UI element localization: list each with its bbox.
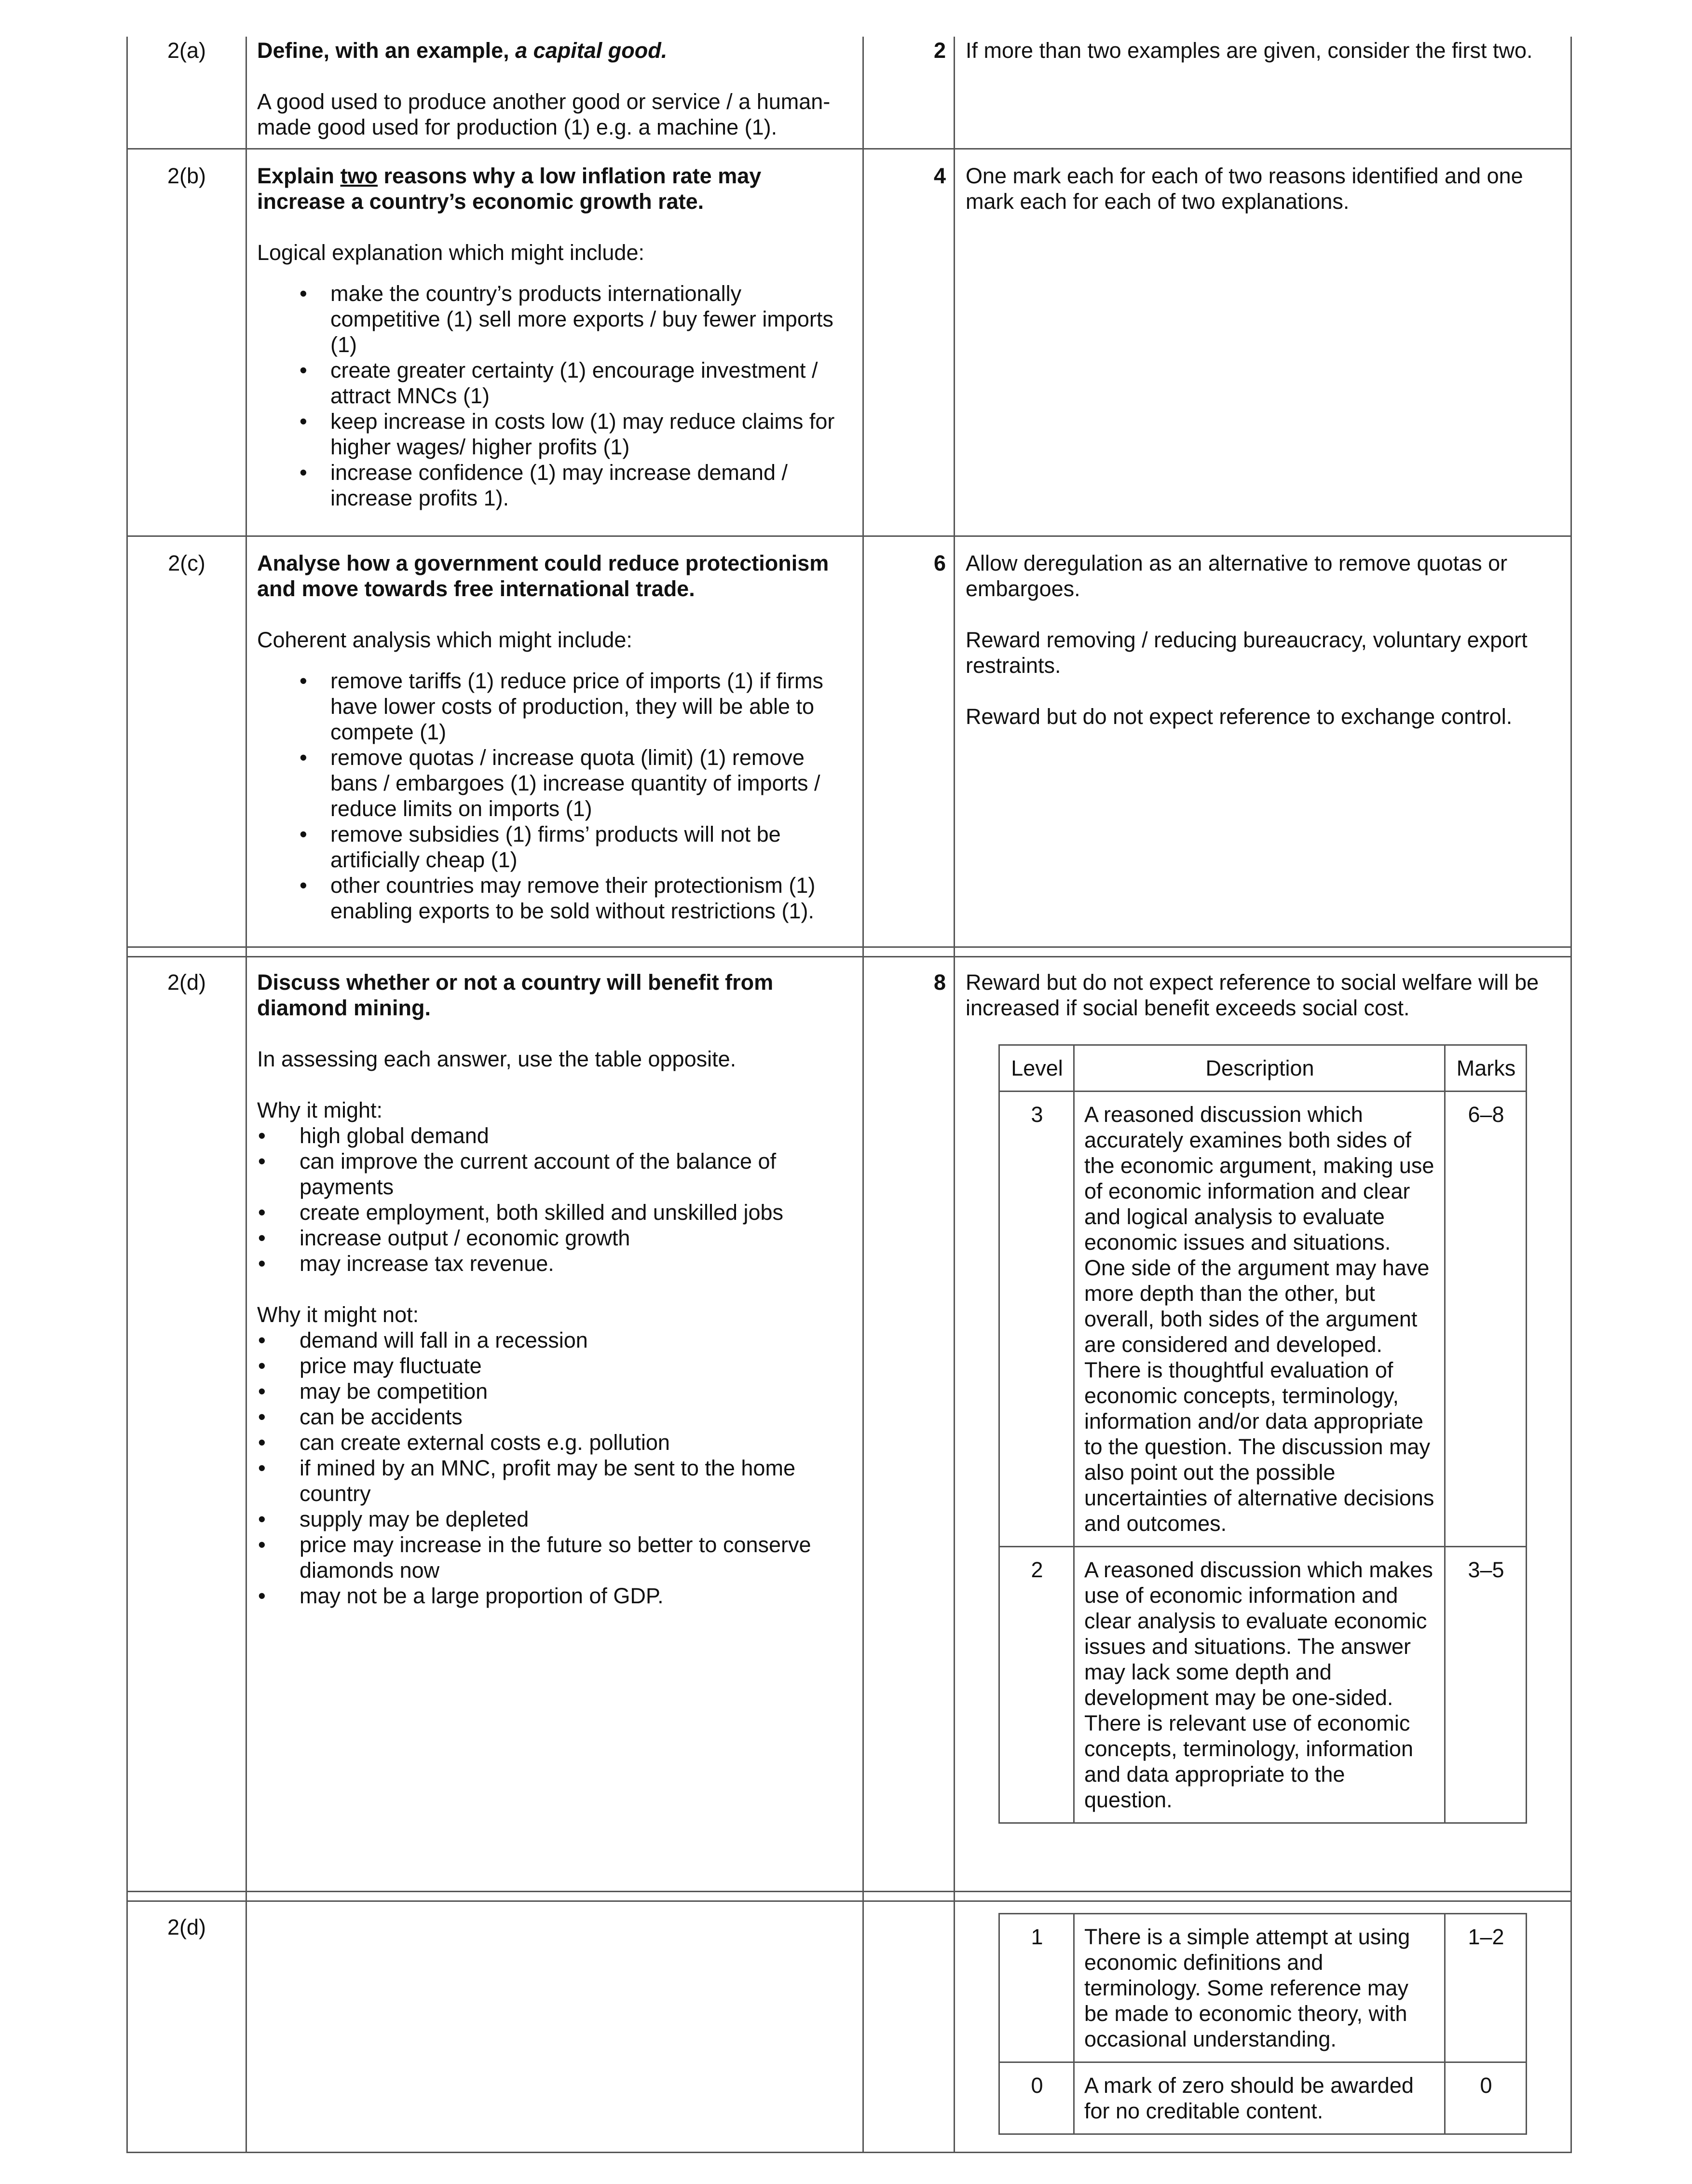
table-row: [999, 2062, 1527, 2134]
question-cell: [257, 38, 855, 140]
level-description: A mark of zero should be awarded for no creditable content.: [1074, 2062, 1445, 2134]
list-item: • supply may be depleted: [257, 1506, 855, 1532]
table-row: [999, 1092, 1527, 1547]
level-description: A reasoned discussion which makes use of economic information and clear analysis to evaluate economic issues and situations. The answer may lack some depth and development may be one-sided. There is relevant use of economic concepts, terminology, information and data appropriate to the question.: [1074, 1547, 1445, 1823]
list-item: • can create external costs e.g. pollution: [257, 1430, 855, 1455]
guidance-cell: [966, 550, 1564, 729]
guidance-text: One mark each for each of two reasons identified and one mark each for each of two explanations.: [966, 164, 1523, 214]
why-not-heading: Why it might not:: [257, 1302, 419, 1327]
answer-intro: In assessing each answer, use the table opposite.: [257, 1047, 737, 1071]
level-marks: 0: [1445, 2062, 1527, 2134]
answer-intro: Logical explanation which might include:: [257, 240, 644, 265]
marks-header: Marks: [1445, 1045, 1527, 1092]
description-header: Description: [1074, 1045, 1445, 1092]
question-cell: [257, 969, 855, 1609]
level-marks: 1–2: [1445, 1914, 1527, 2062]
question-number: 2(a): [167, 38, 206, 63]
row-separator: [126, 946, 1572, 948]
question-number: 2(d): [167, 970, 206, 995]
level-table-continued: [998, 1913, 1527, 2135]
marks-value: 2: [933, 38, 946, 63]
row-separator: [126, 1900, 1572, 1902]
level-number: 1: [999, 1914, 1074, 2062]
guidance-text: Reward removing / reducing bureaucracy, voluntary export restraints.: [966, 628, 1528, 678]
marks-value: 6: [933, 551, 946, 575]
why-heading: Why it might:: [257, 1098, 383, 1122]
list-item: • make the country’s products internationally competitive (1) sell more exports / buy fewer imports (1): [257, 281, 855, 357]
question-number: 2(b): [167, 164, 206, 188]
level-table-header: [999, 1045, 1527, 1092]
column-divider-marks: [862, 37, 864, 2153]
list-item: • increase confidence (1) may increase demand / increase profits 1).: [257, 460, 855, 511]
row-separator: [126, 956, 1572, 957]
row-separator: [126, 1891, 1572, 1892]
level-description: A reasoned discussion which accurately examines both sides of the economic argument, making use of economic information and clear and logical analysis to evaluate economic issues and situations. One side of the argument may have more depth than the other, but overall, both sides of the argument are considered and developed. There is thoughtful evaluation of economic concepts, terminology, information and/or data appropriate to the question. The discussion may also point out the possible uncertainties of alternative decisions and outcomes.: [1074, 1092, 1445, 1547]
list-item: • can be accidents: [257, 1404, 855, 1430]
list-item: • may be competition: [257, 1379, 855, 1404]
table-row: [999, 1547, 1527, 1823]
marks-value: 4: [933, 164, 946, 188]
list-item: • can improve the current account of the balance of payments: [257, 1148, 855, 1200]
answer-text: A good used to produce another good or service / a human-made good used for production (1) e.g. a machine (1).: [257, 89, 831, 139]
level-header: Level: [999, 1045, 1074, 1092]
level-number: 3: [999, 1092, 1074, 1547]
level-marks: 3–5: [1445, 1547, 1527, 1823]
list-item: • create employment, both skilled and unskilled jobs: [257, 1200, 855, 1225]
list-item: • remove tariffs (1) reduce price of imports (1) if firms have lower costs of production, they will be able to compete (1): [257, 668, 855, 745]
question-text: Explain two reasons why a low inflation rate may increase a country’s economic growth rate.: [257, 164, 762, 214]
table-border-left: [126, 37, 128, 2153]
list-item: • increase output / economic growth: [257, 1225, 855, 1251]
list-item: • create greater certainty (1) encourage investment / attract MNCs (1): [257, 357, 855, 409]
list-item: • price may fluctuate: [257, 1353, 855, 1379]
row-separator: [126, 148, 1572, 150]
guidance-text: Reward but do not expect reference to social welfare will be increased if social benefit exceeds social cost.: [966, 970, 1539, 1020]
list-item: • price may increase in the future so better to conserve diamonds now: [257, 1532, 855, 1583]
answer-intro: Coherent analysis which might include:: [257, 628, 632, 652]
table-border-right: [1570, 37, 1572, 2153]
column-divider-guidance: [954, 37, 955, 2153]
list-item: • may not be a large proportion of GDP.: [257, 1583, 855, 1609]
question-text: Analyse how a government could reduce protectionism and move towards free international trade.: [257, 551, 829, 601]
list-item: • demand will fall in a recession: [257, 1327, 855, 1353]
column-divider-question: [246, 37, 247, 2153]
guidance-text: If more than two examples are given, consider the first two.: [966, 38, 1533, 63]
table-border-bottom: [126, 2152, 1572, 2153]
why-list: [257, 1123, 855, 1276]
answer-bullets: [257, 281, 855, 511]
list-item: • other countries may remove their protectionism (1) enabling exports to be sold without restrictions (1).: [257, 873, 855, 924]
question-cell: [257, 163, 855, 511]
guidance-text: Allow deregulation as an alternative to remove quotas or embargoes.: [966, 551, 1508, 601]
list-item: • if mined by an MNC, profit may be sent to the home country: [257, 1455, 855, 1506]
list-item: • keep increase in costs low (1) may reduce claims for higher wages/ higher profits (1): [257, 409, 855, 460]
question-number: 2(d): [167, 1915, 206, 1939]
level-table: [998, 1044, 1527, 1824]
list-item: • may increase tax revenue.: [257, 1251, 855, 1276]
question-text: Discuss whether or not a country will benefit from diamond mining.: [257, 970, 774, 1020]
list-item: • remove subsidies (1) firms’ products will not be artificially cheap (1): [257, 821, 855, 873]
row-separator: [126, 535, 1572, 537]
level-number: 2: [999, 1547, 1074, 1823]
marks-value: 8: [933, 970, 946, 995]
answer-bullets: [257, 668, 855, 924]
why-not-list: [257, 1327, 855, 1609]
question-cell: [257, 550, 855, 924]
guidance-text: Reward but do not expect reference to exchange control.: [966, 704, 1513, 729]
list-item: • remove quotas / increase quota (limit) (1) remove bans / embargoes (1) increase quantity of imports / reduce limits on imports (1): [257, 745, 855, 821]
level-marks: 6–8: [1445, 1092, 1527, 1547]
table-row: [999, 1914, 1527, 2062]
list-item: • high global demand: [257, 1123, 855, 1148]
question-number: 2(c): [168, 551, 205, 575]
level-number: 0: [999, 2062, 1074, 2134]
question-text: Define, with an example, a capital good.: [257, 38, 668, 63]
level-description: There is a simple attempt at using economic definitions and terminology. Some reference may be made to economic theory, with occasional understanding.: [1074, 1914, 1445, 2062]
